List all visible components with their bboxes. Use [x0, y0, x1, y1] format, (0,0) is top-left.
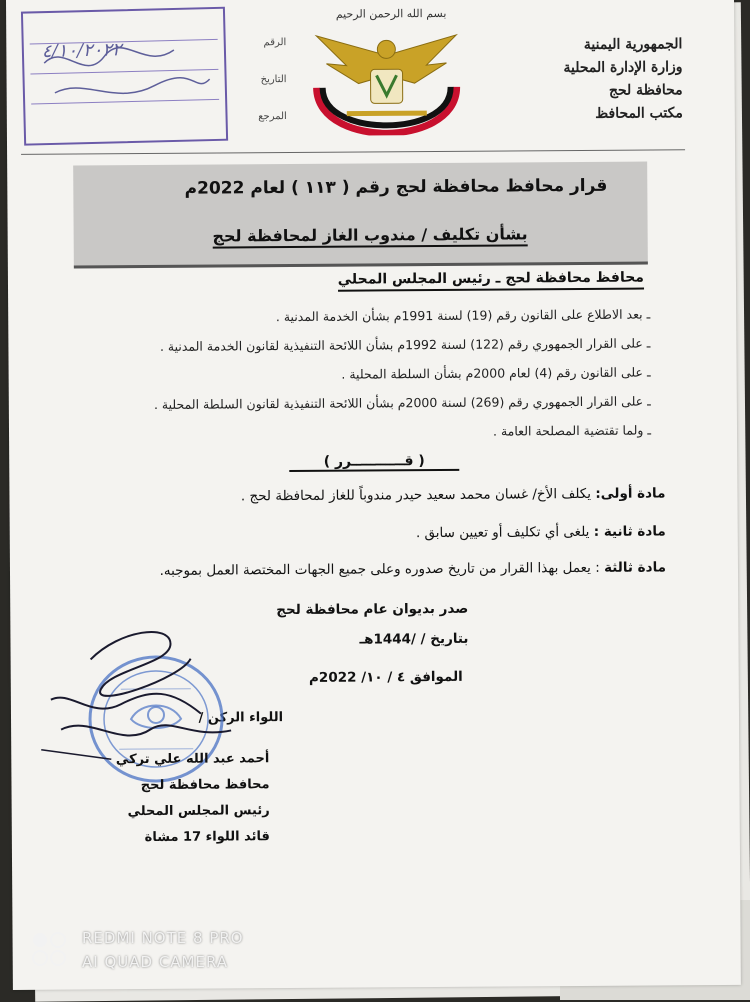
- preamble-item: ـ بعد الاطلاع على القانون رقم (19) لسنة 1991م بشأن الخدمة المدنية .: [275, 306, 651, 325]
- reference-labels: [226, 24, 287, 135]
- article-label: مادة ثانية :: [593, 523, 666, 540]
- article-label: مادة أولى:: [595, 485, 666, 502]
- article-text: : يعمل بهذا القرار من تاريخ صدوره وعلى جميع الجهات المختصة العمل بموجبه.: [159, 559, 605, 579]
- article-1: [241, 485, 666, 504]
- signatory-rank: اللواء الركن /: [198, 710, 284, 726]
- signatory-name: أحمد عبد الله علي تركي: [115, 751, 270, 768]
- watermark-model: REDMI NOTE 8 PRO: [82, 929, 244, 947]
- ministry-line-office: مكتب المحافظ: [595, 105, 683, 122]
- watermark-camera: AI QUAD CAMERA: [82, 953, 229, 971]
- ministry-line-governorate: محافظة لحج: [608, 82, 683, 99]
- signatory-title: قائد اللواء 17 مشاة: [144, 829, 270, 846]
- decision-title-box: [73, 162, 648, 269]
- document-page: [6, 0, 741, 990]
- camera-dots-icon: [30, 930, 70, 970]
- preamble-item: ـ ولما تقتضية المصلحة العامة .: [492, 422, 652, 439]
- ministry-header: [482, 33, 683, 126]
- stamp-scribble-icon: [23, 9, 222, 140]
- date-hijri: بتاريخ / /1444هـ: [359, 630, 469, 648]
- decision-title: قرار محافظ محافظة لحج رقم ( ١١٣ ) لعام 2022م: [184, 175, 608, 199]
- governor-heading: محافظ محافظة لحج ـ رئيس المجلس المحلي: [338, 270, 644, 292]
- signatory-title: محافظ محافظة لحج: [140, 777, 270, 794]
- issued-at: صدر بديوان عام محافظة لحج: [276, 600, 469, 619]
- preamble-list: [90, 300, 651, 449]
- article-text: يلغى أي تكليف أو تعيين سابق .: [415, 523, 594, 542]
- ministry-line-ministry: وزارة الإدارة المحلية: [563, 59, 683, 77]
- ministry-line-country: الجمهورية اليمنية: [583, 36, 683, 53]
- header-divider: [21, 149, 685, 155]
- ref-number-label: الرقم: [263, 37, 287, 49]
- date-gregorian: الموافق ٤ / ١٠/ 2022م: [308, 668, 463, 686]
- preamble-item: ـ على القرار الجمهوري رقم (269) لسنة 2000م بشأن اللائحة التنفيذية لقانون السلطة المحلية .: [153, 393, 651, 412]
- ref-source-label: المرجع: [258, 111, 287, 123]
- decision-subject: بشأن تكليف / مندوب الغاز لمحافظة لحج: [212, 224, 527, 248]
- preamble-item: ـ على القانون رقم (4) لعام 2000م بشأن السلطة المحلية .: [341, 364, 651, 382]
- stamp-handwriting: ٤/١٠/٢٠٢٢: [41, 39, 122, 63]
- received-stamp: [21, 7, 228, 146]
- article-2: [416, 523, 666, 541]
- article-3: [159, 559, 666, 579]
- article-label: مادة ثالثة: [603, 559, 667, 576]
- signatory-block: [49, 746, 270, 852]
- decided-heading: ( قـــــــــــرر ): [289, 453, 459, 472]
- ref-date-label: التاريخ: [260, 74, 287, 86]
- basmala: بسم الله الرحمن الرحيم: [335, 6, 447, 21]
- signatory-title: رئيس المجلس المحلي: [127, 803, 270, 820]
- preamble-item: ـ على القرار الجمهوري رقم (122) لسنة 1992م بشأن اللائحة التنفيذية لقانون الخدمة المدنية .: [159, 335, 651, 354]
- yemen-eagle-emblem-icon: [296, 25, 477, 136]
- article-text: يكلف الأخ/ غسان محمد سعيد حيدر مندوباً للغاز لمحافظة لحج .: [240, 485, 596, 505]
